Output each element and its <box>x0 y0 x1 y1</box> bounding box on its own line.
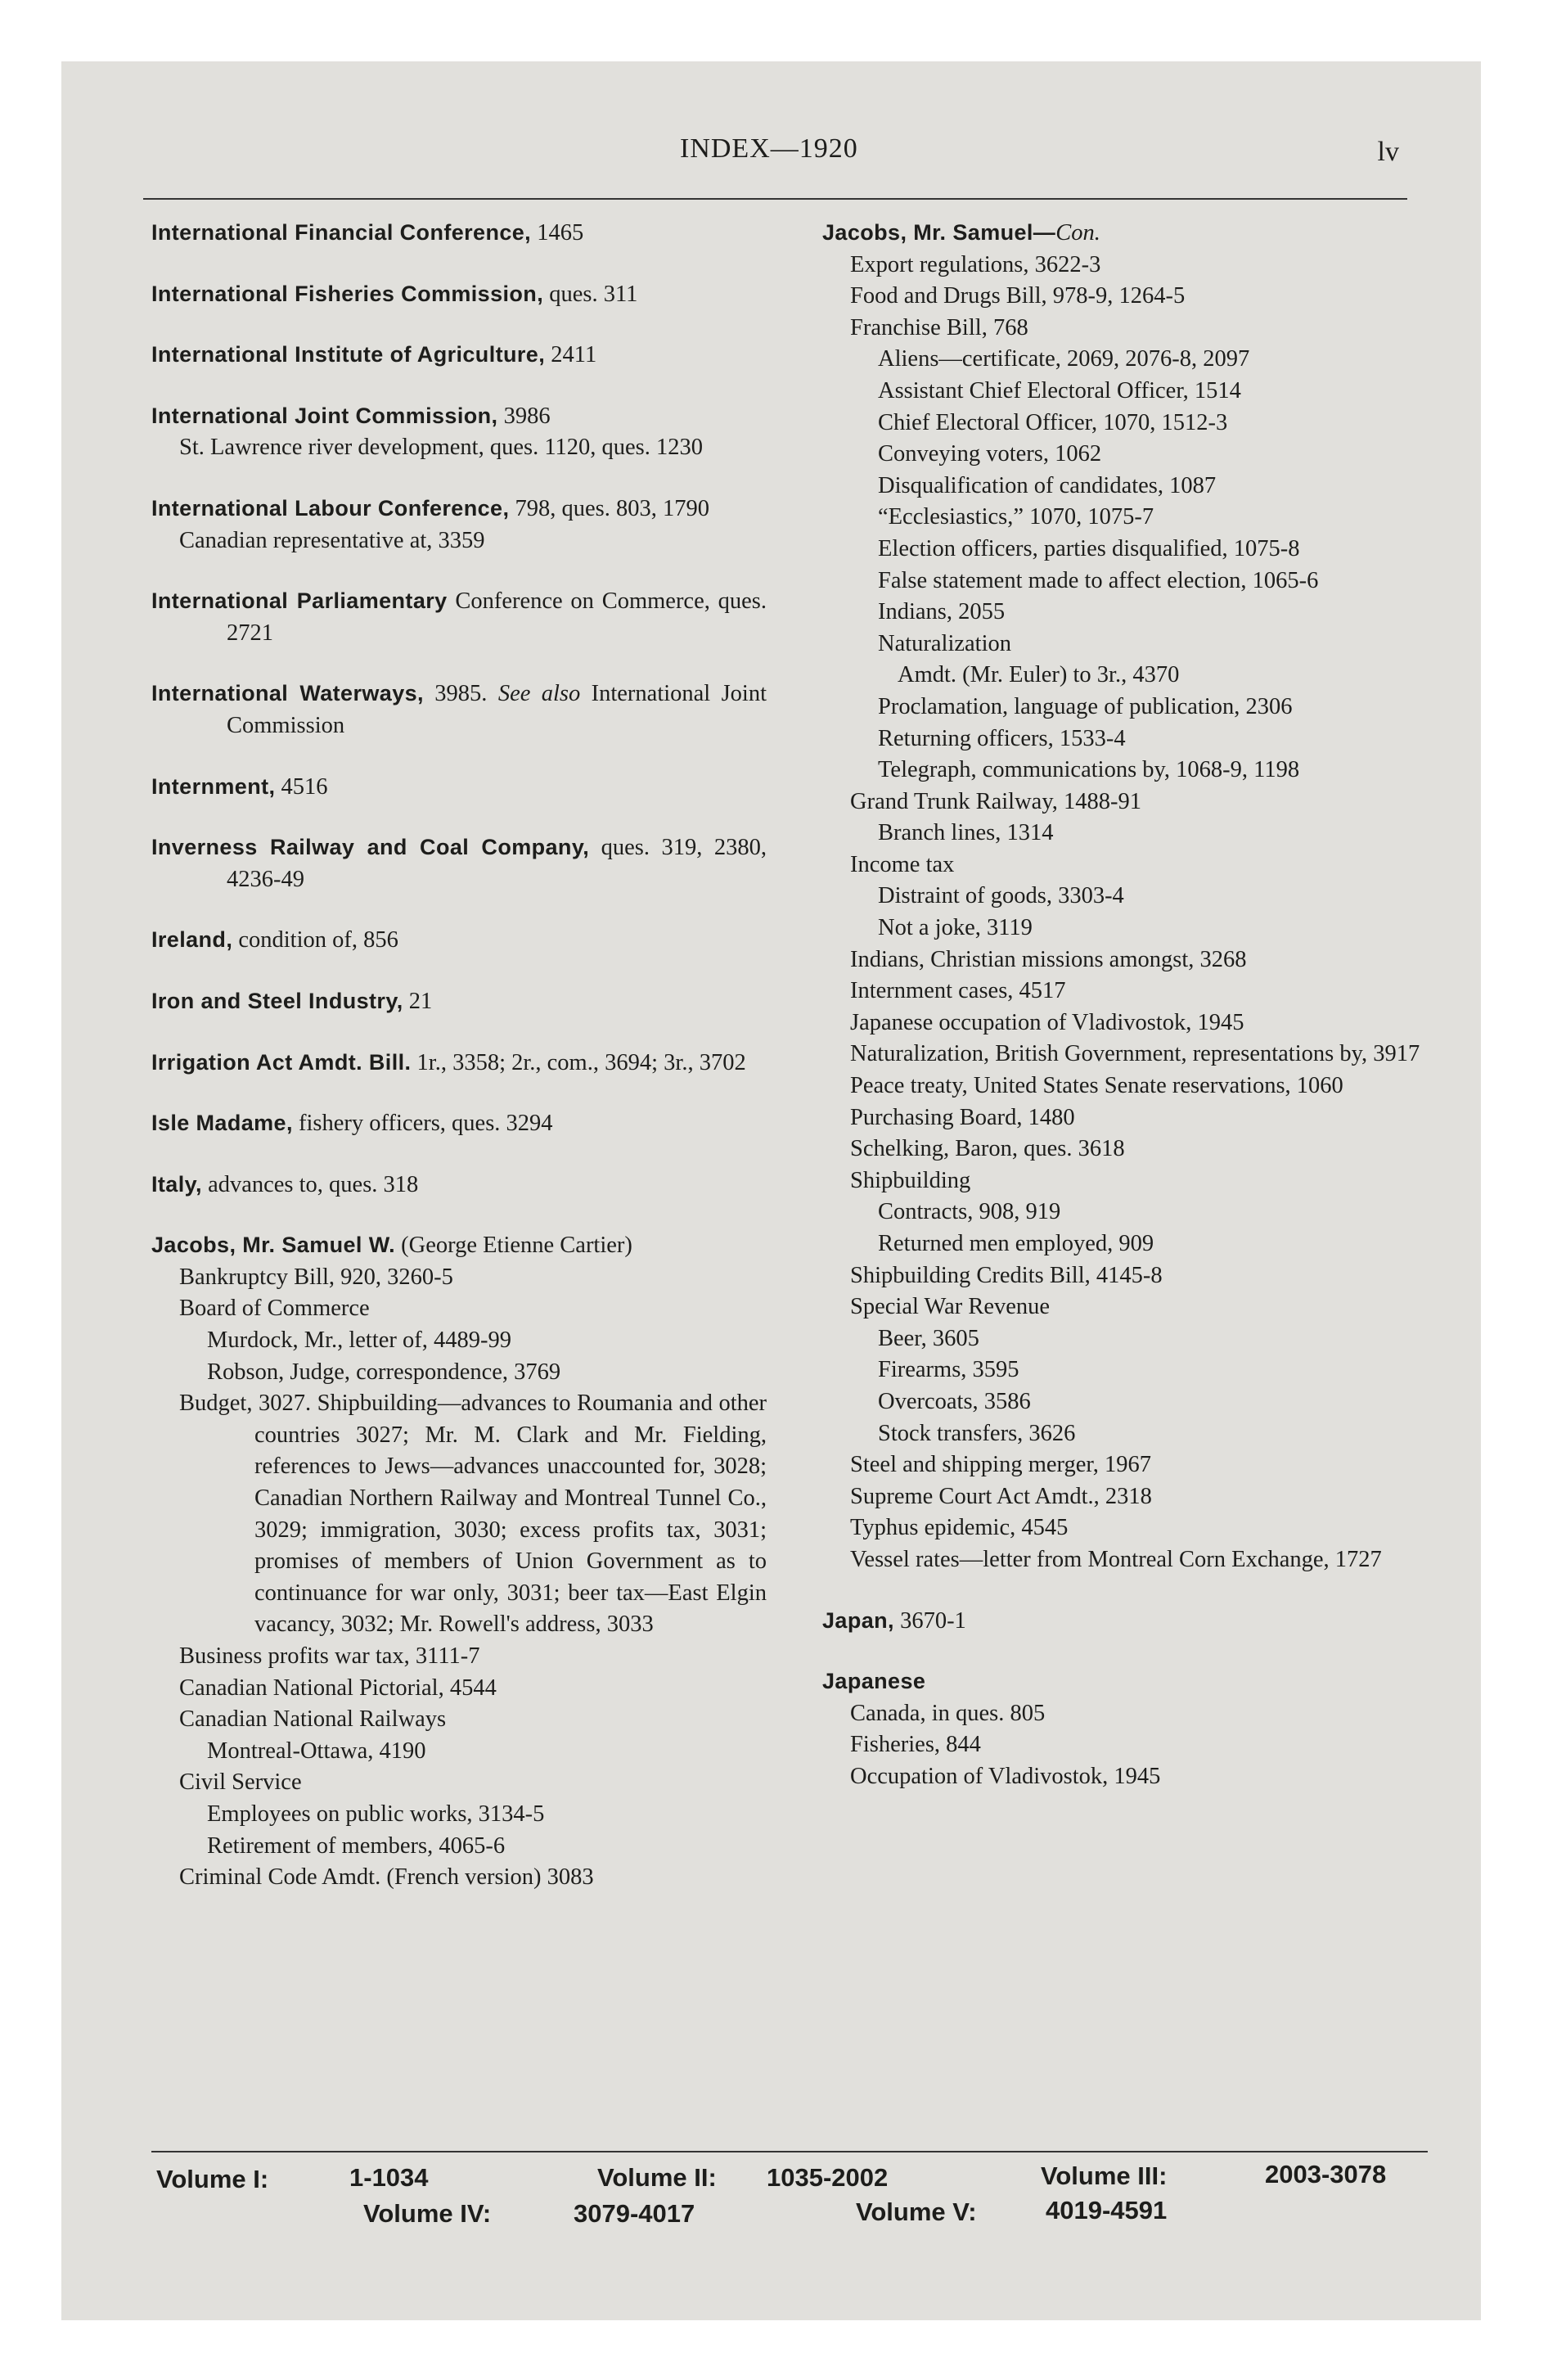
volume-4-label: Volume IV: <box>363 2199 492 2228</box>
see-also: See also <box>497 681 581 707</box>
index-references: 4516 <box>275 773 328 800</box>
index-subentry: Internment cases, 4517 <box>850 978 1066 1004</box>
index-subsubentry: Assistant Chief Electoral Officer, 1514 <box>878 377 1241 403</box>
index-subsubentry: “Ecclesiastics,” 1070, 1075-7 <box>878 504 1154 530</box>
index-subentry: Food and Drugs Bill, 978-9, 1264-5 <box>850 283 1186 309</box>
index-subsubentry: Aliens—certificate, 2069, 2076-8, 2097 <box>878 346 1250 372</box>
index-subsubentry: Returning officers, 1533-4 <box>878 725 1126 751</box>
index-heading <box>151 832 767 895</box>
index-subsubentry: Not a joke, 3119 <box>878 915 1033 941</box>
index-subentry: Occupation of Vladivostok, 1945 <box>850 1763 1161 1789</box>
index-subentry: Japanese occupation of Vladivostok, 1945 <box>850 1009 1244 1035</box>
volume-4-range: 3079-4017 <box>574 2199 695 2228</box>
footer-rule <box>151 2151 1428 2152</box>
index-subsubentry: False statement made to affect election, 1065-6 <box>878 567 1319 593</box>
index-subentry: Typhus epidemic, 4545 <box>850 1515 1069 1541</box>
volume-5-label: Volume V: <box>856 2197 977 2226</box>
index-term: Iron and Steel Industry, <box>151 988 403 1013</box>
index-references: 1r., 3358; 2r., com., 3694; 3r., 3702 <box>411 1049 746 1075</box>
index-subentry: Franchise Bill, 768 <box>850 314 1028 340</box>
index-heading <box>822 217 1428 250</box>
page-header <box>61 133 1481 183</box>
index-subsubentry: Firearms, 3595 <box>878 1357 1019 1383</box>
index-references: (George Etienne Cartier) <box>395 1233 632 1259</box>
index-subsubentry: Distraint of goods, 3303-4 <box>878 883 1124 909</box>
index-subsubentry: Employees on public works, 3134-5 <box>207 1801 545 1827</box>
index-subentry: St. Lawrence river development, ques. 1120, ques. 1230 <box>179 435 704 461</box>
index-subentry: Criminal Code Amdt. (French version) 3083 <box>179 1864 594 1891</box>
index-subentry: Naturalization, British Government, representations by, 3917 <box>850 1041 1420 1067</box>
index-heading <box>151 1107 767 1140</box>
index-subsubentry: Murdock, Mr., letter of, 4489-99 <box>207 1327 512 1354</box>
index-references: ques. 319, 2380, 4236-49 <box>227 835 767 892</box>
index-subentry: Shipbuilding <box>850 1167 971 1193</box>
index-subsubentry: Contracts, 908, 919 <box>878 1199 1061 1225</box>
index-subentry: Business profits war tax, 3111-7 <box>179 1643 480 1669</box>
index-subentry: Vessel rates—letter from Montreal Corn Exchange, 1727 <box>850 1546 1382 1572</box>
volume-3-label: Volume III: <box>1041 2161 1168 2190</box>
index-heading <box>822 1666 1428 1698</box>
index-term: Inverness Railway and Coal Company, <box>151 835 590 860</box>
index-subsubentry: Conveying voters, 1062 <box>878 441 1102 467</box>
index-heading <box>151 339 767 372</box>
index-references: fishery officers, ques. 3294 <box>292 1111 553 1137</box>
index-subentry: Canadian representative at, 3359 <box>179 527 485 553</box>
index-term: International Parliamentary <box>151 588 448 614</box>
index-term: Ireland, <box>151 927 233 953</box>
index-heading <box>151 985 767 1018</box>
index-references: 1465 <box>531 220 584 246</box>
index-subsubentry: Returned men employed, 909 <box>878 1231 1154 1256</box>
index-heading <box>822 1605 1428 1638</box>
index-subentry: Indians, Christian missions amongst, 3268 <box>850 946 1247 972</box>
index-subentry: Schelking, Baron, ques. 3618 <box>850 1136 1125 1162</box>
continued-marker: Con. <box>1055 220 1100 246</box>
index-subentry: Fisheries, 844 <box>850 1732 981 1758</box>
index-references: 2411 <box>545 342 597 368</box>
index-heading <box>151 400 767 433</box>
index-term: International Labour Conference, <box>151 495 510 521</box>
volume-1-label: Volume I: <box>156 2165 269 2193</box>
index-term: Jacobs, Mr. Samuel— <box>822 220 1056 245</box>
index-references: 798, ques. 803, 1790 <box>509 495 709 521</box>
scanned-page <box>61 61 1481 2320</box>
index-heading <box>151 1047 767 1080</box>
index-subsubentry: Overcoats, 3586 <box>878 1388 1031 1414</box>
index-subentry: Export regulations, 3622-3 <box>850 251 1101 277</box>
index-subsubentry: Montreal-Ottawa, 4190 <box>207 1738 426 1764</box>
index-subsubentry: Indians, 2055 <box>878 599 1006 625</box>
index-heading <box>151 924 767 957</box>
right-column <box>822 217 1428 1793</box>
index-subentry: Income tax <box>850 851 955 877</box>
index-term: International Fisheries Commission, <box>151 281 544 306</box>
index-term: International Financial Conference, <box>151 220 532 245</box>
index-heading <box>151 771 767 804</box>
index-subsubentry: Amdt. (Mr. Euler) to 3r., 4370 <box>898 662 1180 688</box>
index-term: Italy, <box>151 1171 202 1197</box>
index-term: Internment, <box>151 773 276 799</box>
index-term: Isle Madame, <box>151 1111 293 1136</box>
volume-1-range: 1-1034 <box>349 2163 429 2192</box>
index-heading <box>151 278 767 311</box>
volume-footer <box>61 2157 1481 2247</box>
index-subentry: Civil Service <box>179 1769 302 1796</box>
volume-3-range: 2003-3078 <box>1265 2160 1387 2188</box>
index-subentry: Special War Revenue <box>850 1294 1051 1320</box>
index-subsubentry: Stock transfers, 3626 <box>878 1420 1076 1446</box>
volume-5-range: 4019-4591 <box>1046 2196 1168 2224</box>
index-subentry: Budget, 3027. Shipbuilding—advances to Roumania and other countries 3027; Mr. M. Clark and Mr. Fielding, references to Jews—advances unaccounted for, 3028; Canadian Northern Railway and Montreal Tunnel Co., 3029; immigration, 3030; excess profits tax, 3031; promises of members of Union Government as to continuance for war only, 3031; beer tax—East Elgin vacancy, 3032; Mr. Rowell's address, 3033 <box>179 1391 767 1638</box>
index-references: 21 <box>403 988 433 1014</box>
index-subentry: Grand Trunk Railway, 1488-91 <box>850 788 1141 814</box>
index-term: Jacobs, Mr. Samuel W. <box>151 1233 396 1258</box>
index-subentry: Shipbuilding Credits Bill, 4145-8 <box>850 1262 1163 1288</box>
index-subsubentry: Proclamation, language of publication, 2306 <box>878 693 1293 719</box>
index-references: 3670-1 <box>893 1607 966 1634</box>
index-references: Conference on Commerce, ques. 2721 <box>227 588 767 646</box>
index-heading <box>151 585 767 649</box>
page-title: INDEX—1920 <box>680 133 858 164</box>
index-heading <box>151 1169 767 1201</box>
page-number: lv <box>1377 137 1399 167</box>
index-subsubentry: Branch lines, 1314 <box>878 820 1054 846</box>
index-heading <box>151 678 767 741</box>
index-heading <box>151 1229 767 1262</box>
index-subentry: Purchasing Board, 1480 <box>850 1104 1075 1130</box>
left-column <box>151 217 767 1894</box>
index-subentry: Supreme Court Act Amdt., 2318 <box>850 1483 1152 1509</box>
index-subentry: Canada, in ques. 805 <box>850 1700 1046 1726</box>
index-subsubentry: Election officers, parties disqualified, 1075-8 <box>878 535 1300 561</box>
index-subentry: Peace treaty, United States Senate reservations, 1060 <box>850 1073 1343 1099</box>
volume-2-label: Volume II: <box>597 2163 717 2192</box>
index-subsubentry: Naturalization <box>878 630 1012 656</box>
index-references: advances to, ques. 318 <box>201 1171 419 1197</box>
index-references: 3985. <box>423 681 498 707</box>
index-subsubentry: Telegraph, communications by, 1068-9, 1198 <box>878 757 1300 783</box>
index-references: condition of, 856 <box>232 927 398 953</box>
index-subentry: Canadian National Pictorial, 4544 <box>179 1675 497 1701</box>
index-subentry: Board of Commerce <box>179 1296 370 1322</box>
header-rule <box>143 198 1407 200</box>
index-subsubentry: Robson, Judge, correspondence, 3769 <box>207 1359 561 1385</box>
index-term: Irrigation Act Amdt. Bill. <box>151 1049 412 1075</box>
index-subentry: Steel and shipping merger, 1967 <box>850 1452 1151 1478</box>
index-subsubentry: Beer, 3605 <box>878 1325 979 1351</box>
index-references: International Joint Commission <box>227 681 767 738</box>
index-subsubentry: Chief Electoral Officer, 1070, 1512-3 <box>878 409 1228 435</box>
index-term: Japan, <box>822 1607 894 1633</box>
index-subsubentry: Retirement of members, 4065-6 <box>207 1832 506 1859</box>
index-heading <box>151 493 767 525</box>
volume-2-range: 1035-2002 <box>767 2163 889 2192</box>
index-subsubentry: Disqualification of candidates, 1087 <box>878 472 1217 498</box>
index-references: 3986 <box>497 403 551 429</box>
index-term: International Institute of Agriculture, <box>151 342 546 367</box>
index-term: International Joint Commission, <box>151 403 498 428</box>
index-subentry: Canadian National Railways <box>179 1706 447 1733</box>
index-references: ques. 311 <box>543 281 638 307</box>
index-term: Japanese <box>822 1669 926 1694</box>
index-heading <box>151 217 767 250</box>
index-subentry: Bankruptcy Bill, 920, 3260-5 <box>179 1264 453 1290</box>
index-term: International Waterways, <box>151 681 424 706</box>
